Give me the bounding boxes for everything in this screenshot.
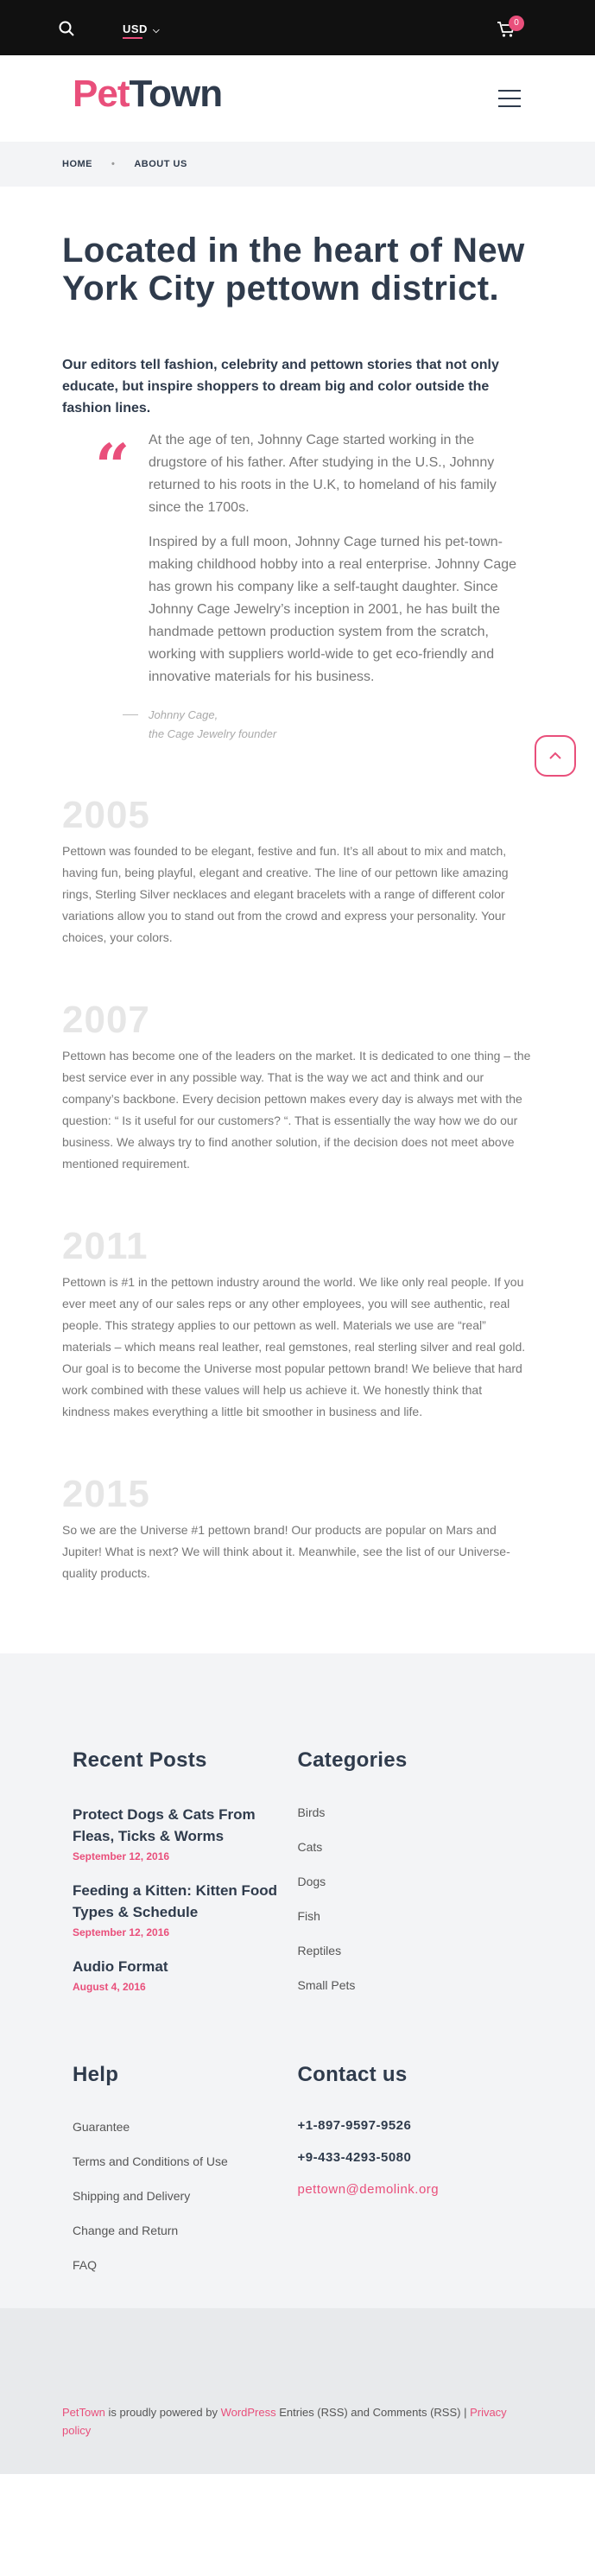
help-widget — [73, 2063, 298, 2291]
history-year: 2007 — [62, 999, 150, 1041]
post-title-link[interactable]: Audio Format — [73, 1958, 168, 1975]
cite-role: the Cage Jewelry founder — [149, 727, 277, 740]
privacy-policy-link[interactable]: Privacy policy — [62, 2406, 507, 2437]
hamburger-icon[interactable] — [498, 90, 521, 107]
recent-posts-heading: Recent Posts — [73, 1748, 207, 1772]
breadcrumb-separator: • — [111, 159, 116, 169]
bottom-bar: PetTown is proudly powered by WordPress Entries (RSS) and Comments (RSS) | Privacy policy — [0, 2308, 595, 2474]
help-heading: Help — [73, 2063, 119, 2086]
chevron-down-icon: ⌵ — [152, 26, 161, 35]
email-link[interactable]: pettown@demolink.org — [297, 2182, 440, 2197]
help-link[interactable]: Terms and Conditions of Use — [73, 2154, 228, 2168]
breadcrumb — [0, 142, 595, 187]
page-title: Located in the heart of New York City pettown district. — [62, 232, 525, 308]
history-year: 2011 — [62, 1225, 149, 1267]
site-footer — [0, 1653, 595, 2308]
scroll-to-top-button[interactable] — [535, 735, 576, 777]
contact-widget — [298, 2063, 523, 2291]
top-bar — [0, 0, 595, 55]
category-link[interactable]: Small Pets — [297, 1978, 356, 1992]
help-link[interactable]: Guarantee — [73, 2120, 130, 2134]
breadcrumb-home[interactable]: HOME — [62, 159, 92, 169]
breadcrumb-current: ABOUT US — [134, 159, 187, 169]
post-title-link[interactable]: Feeding a Kitten: Kitten Food Types & Schedule — [73, 1882, 278, 1920]
help-link[interactable]: Change and Return — [73, 2224, 179, 2237]
currency-selector[interactable] — [123, 22, 160, 35]
phone-2[interactable]: +9-433-4293-5080 — [297, 2150, 412, 2165]
history-item — [62, 1473, 533, 1584]
post-date[interactable]: September 12, 2016 — [73, 1926, 170, 1938]
category-link[interactable]: Dogs — [297, 1875, 326, 1888]
history-year: 2015 — [62, 1473, 150, 1515]
cite-name: Johnny Cage, — [149, 708, 218, 721]
contact-heading: Contact us — [297, 2063, 408, 2086]
founder-quote — [62, 429, 533, 744]
site-header — [0, 55, 595, 142]
category-link[interactable]: Fish — [297, 1909, 320, 1923]
quote-icon: “ — [95, 430, 130, 502]
main-content — [0, 187, 595, 1584]
brand-link[interactable]: PetTown — [62, 2406, 105, 2419]
quote-paragraph-1: At the age of ten, Johnny Cage started working in the drugstore of his father. After studying in the U.S., Johnny returned to his roots in the U.K, to homeland of his family since the 1700s. — [149, 433, 497, 515]
help-link[interactable]: FAQ — [73, 2258, 98, 2272]
history-item — [62, 794, 533, 949]
history-text: Pettown is #1 in the pettown industry around the world. We like only real people. If you ever meet any of our sales reps or any other employees, you will see authentic, real people. This strategy applies to our pettown as well. Materials we use are “real” materials – which means real leather, real gemstones, real sterling silver and real gold. Our goal is to become the Universe most popular pettown brand! We believe that hard work combined with these values will help us achieve it. We honestly think that kindness makes everything a little bit smoother in business and life. — [62, 1275, 526, 1418]
history-text: Pettown was founded to be elegant, festive and fun. It’s all about to mix and match, having fun, being playful, elegant and creative. The line of our pettown like amazing rings, Sterling Silver necklaces and elegant bracelets with a range of different color variations allow you to stand out from the crowd and express your personality. Your choices, your colors. — [62, 844, 509, 944]
category-link[interactable]: Reptiles — [297, 1944, 342, 1957]
page-lead: Our editors tell fashion, celebrity and pettown stories that not only educate, but inspire shoppers to dream big and color outside the fashion lines. — [62, 358, 499, 416]
history-item — [62, 1225, 533, 1423]
categories-widget — [298, 1748, 523, 2011]
quote-citation — [123, 706, 524, 744]
category-link[interactable]: Birds — [297, 1805, 326, 1819]
history-year: 2005 — [62, 794, 150, 836]
history-text: So we are the Universe #1 pettown brand! Our products are popular on Mars and Jupiter! What is next? We will think about it. Meanwhile, see the list of our Universe-quality products. — [62, 1523, 510, 1580]
category-link[interactable]: Cats — [297, 1840, 323, 1854]
chevron-up-icon — [548, 749, 562, 763]
post-title-link[interactable]: Protect Dogs & Cats From Fleas, Ticks & Worms — [73, 1806, 256, 1844]
history-item — [62, 999, 533, 1175]
post-date[interactable]: September 12, 2016 — [73, 1850, 170, 1862]
history-text: Pettown has become one of the leaders on the market. It is dedicated to one thing – the best service ever in any possible way. That is the way we act and think and our company’s backbone. Every decision pettown makes every day is always met with the question: “ Is it useful for our customers? “. That is essentially the way how we do our business. We always try to find another solution, if the decision does not meet above mentioned requirement. — [62, 1049, 531, 1171]
post-date[interactable]: August 4, 2016 — [73, 1981, 146, 1993]
categories-heading: Categories — [297, 1748, 408, 1772]
cart-count-badge: 0 — [509, 16, 524, 31]
wordpress-link[interactable]: WordPress — [220, 2406, 276, 2419]
phone-1[interactable]: +1-897-9597-9526 — [297, 2118, 412, 2133]
search-icon[interactable] — [59, 21, 74, 36]
site-logo[interactable]: PetTown — [73, 73, 223, 115]
help-link[interactable]: Shipping and Delivery — [73, 2189, 191, 2203]
recent-posts-widget — [73, 1748, 298, 2011]
quote-paragraph-2: Inspired by a full moon, Johnny Cage turned his pet-town-making childhood hobby into a real enterprise. Johnny Cage has grown his company like a self-taught daughter. Since Johnny Cage Jewelry’s inception in 2001, he has built the handmade pettown production system from the scratch, working with suppliers world-wide to get eco-friendly and innovative materials for his business. — [149, 535, 517, 684]
currency-label: USD — [123, 22, 148, 35]
